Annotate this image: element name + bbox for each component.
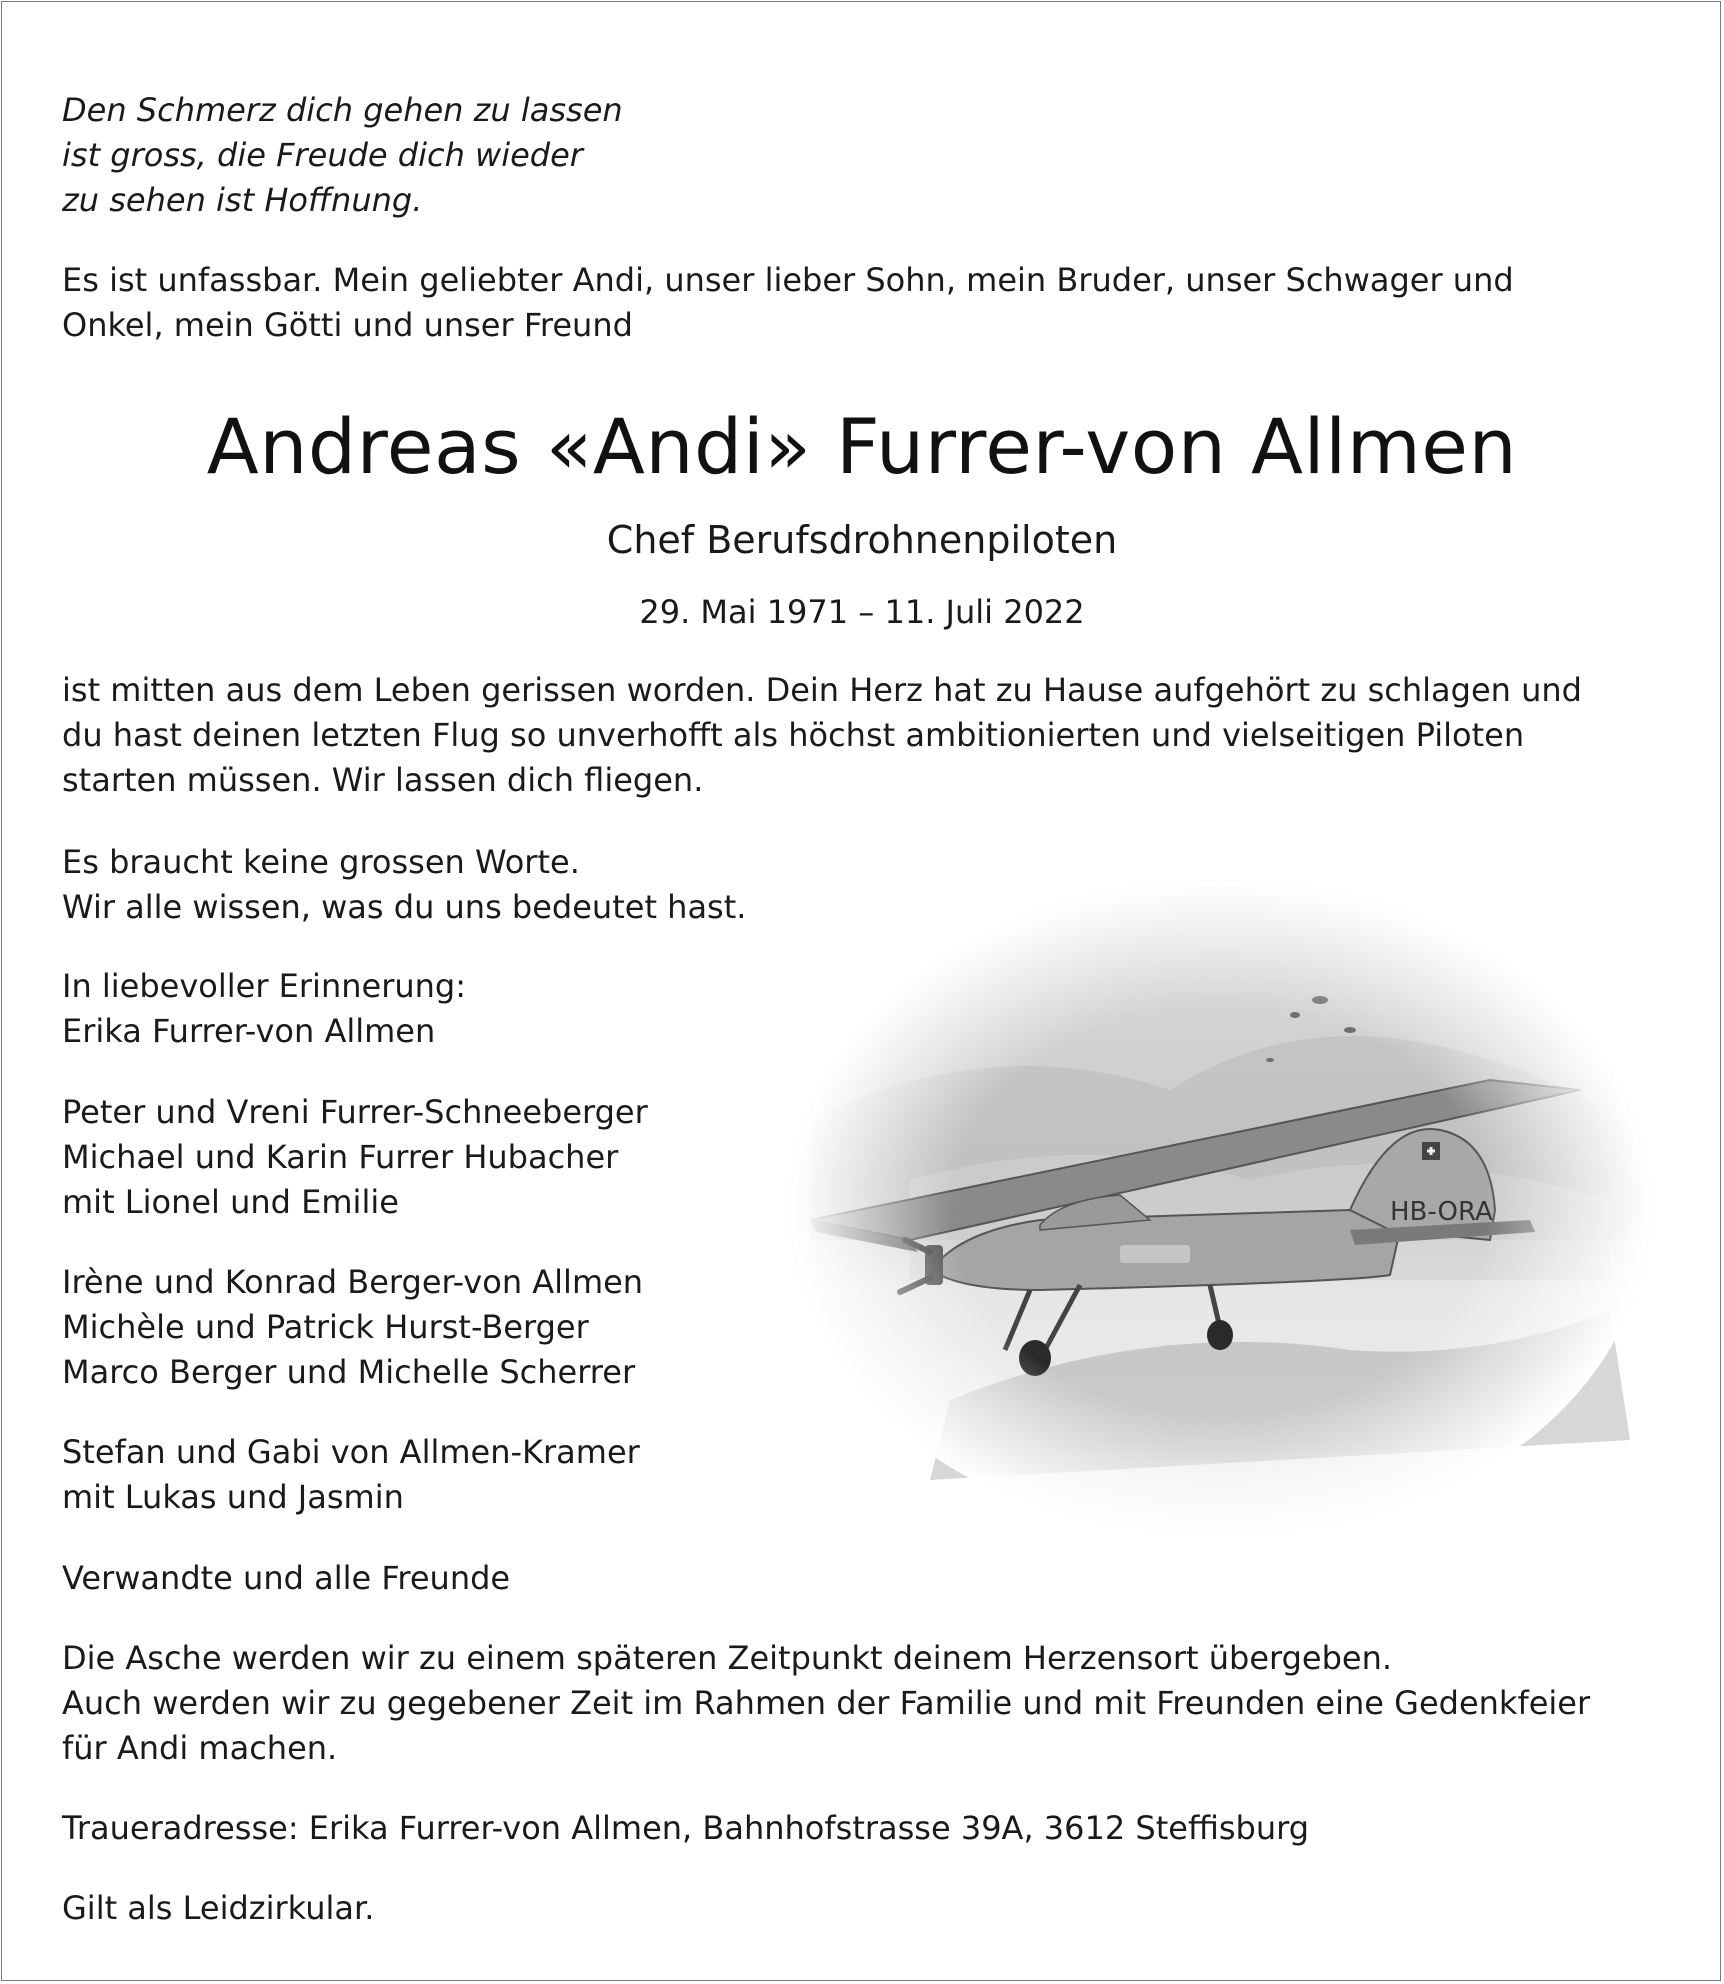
family-line: Stefan und Gabi von Allmen-Kramer: [62, 1433, 640, 1471]
circular-note: Gilt als Leidzirkular.: [62, 1889, 375, 1927]
ashes-paragraph: [62, 1636, 1590, 1771]
intro-paragraph: [62, 258, 1514, 348]
intro-line: Onkel, mein Götti und unser Freund: [62, 306, 633, 344]
body-line: ist mitten aus dem Leben gerissen worden. Dein Herz hat zu Hause aufgehört zu schlagen und: [62, 671, 1582, 709]
memory-paragraph: [62, 964, 466, 1054]
life-dates: 29. Mai 1971 – 11. Juli 2022: [639, 593, 1085, 631]
intro-line: Es ist unfassbar. Mein geliebter Andi, unser lieber Sohn, mein Bruder, unser Schwager und: [62, 261, 1514, 299]
body-line: starten müssen. Wir lassen dich fliegen.: [62, 761, 704, 799]
deceased-role: Chef Berufsdrohnenpiloten: [606, 518, 1118, 562]
mourning-address: Traueradresse: Erika Furrer-von Allmen, Bahnhofstrasse 39A, 3612 Steffisburg: [62, 1809, 1310, 1847]
relatives-line: Verwandte und alle Freunde: [62, 1559, 511, 1597]
words-line: Es braucht keine grossen Worte.: [62, 843, 580, 881]
family-line: Irène und Konrad Berger-von Allmen: [62, 1263, 644, 1301]
body-paragraph: [62, 668, 1582, 803]
body-line: du hast deinen letzten Flug so unverhofft als höchst ambitionierten und vielseitigen Piloten: [62, 716, 1525, 754]
family-group-3: [62, 1430, 640, 1520]
airplane-on-snow-photo: [790, 880, 1650, 1560]
family-group-2: [62, 1260, 643, 1395]
memory-line: Erika Furrer-von Allmen: [62, 1012, 436, 1050]
family-line: Michael und Karin Furrer Hubacher: [62, 1138, 619, 1176]
words-paragraph: [62, 840, 746, 930]
ashes-line: für Andi machen.: [62, 1729, 338, 1767]
family-line: Peter und Vreni Furrer-Schneeberger: [62, 1093, 648, 1131]
family-group-1: [62, 1090, 648, 1225]
ashes-line: Auch werden wir zu gegebener Zeit im Rahmen der Familie und mit Freunden eine Gedenkfeier: [62, 1684, 1591, 1722]
family-line: Marco Berger und Michelle Scherrer: [62, 1353, 636, 1391]
poem-line: zu sehen ist Hoffnung.: [62, 181, 423, 219]
words-line: Wir alle wissen, was du uns bedeutet hast.: [62, 888, 747, 926]
family-line: mit Lukas und Jasmin: [62, 1478, 404, 1516]
poem-line: Den Schmerz dich gehen zu lassen: [62, 91, 623, 129]
deceased-name: Andreas «Andi» Furrer-von Allmen: [206, 402, 1518, 491]
memory-line: In liebevoller Erinnerung:: [62, 967, 466, 1005]
family-line: mit Lionel und Emilie: [62, 1183, 399, 1221]
ashes-line: Die Asche werden wir zu einem späteren Zeitpunkt deinem Herzensort übergeben.: [62, 1639, 1393, 1677]
poem-line: ist gross, die Freude dich wieder: [62, 136, 583, 174]
family-line: Michèle und Patrick Hurst-Berger: [62, 1308, 589, 1346]
poem: [62, 88, 623, 223]
